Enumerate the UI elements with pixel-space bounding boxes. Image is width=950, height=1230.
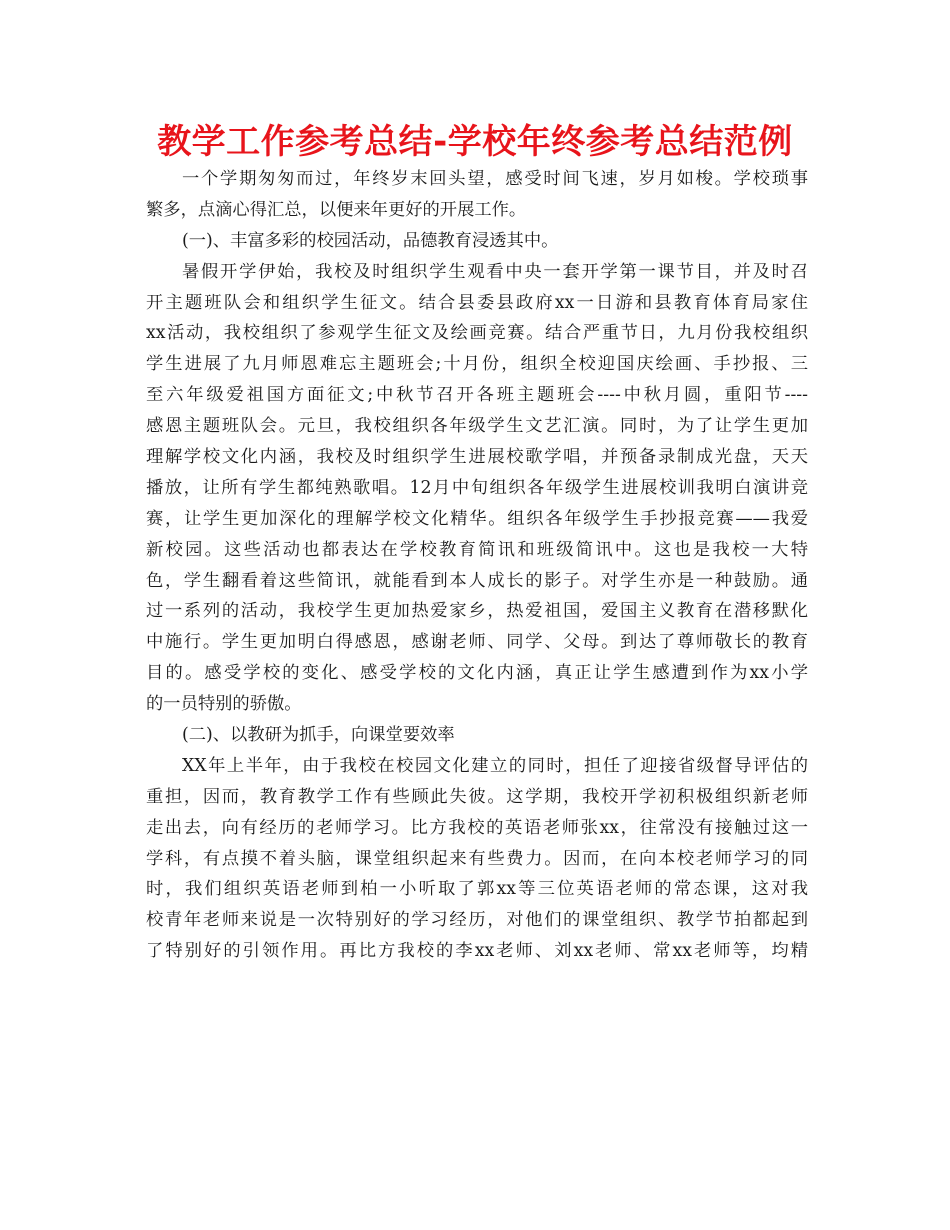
body-text-line: 理解学校文化内涵，我校及时组织学生进展校歌学唱，并预备录制成光盘，天天 [146, 447, 808, 468]
body-text-line: (一)、丰富多彩的校园活动，品德教育浸透其中。 [182, 230, 559, 251]
body-text-line: 的一员特别的骄傲。 [146, 694, 302, 715]
body-text-line: XX年上半年，由于我校在校园文化建立的同时，担任了迎接省级督导评估的 [182, 755, 808, 776]
body-text-line: 播放，让所有学生都纯熟歌唱。12月中旬组织各年级学生进展校训我明白演讲竞 [146, 477, 808, 498]
body-text-line: 繁多，点滴心得汇总，以便来年更好的开展工作。 [146, 199, 527, 220]
body-text-line: 色，学生翻看着这些简讯，就能看到本人成长的影子。对学生亦是一种鼓励。通 [146, 570, 808, 591]
body-text-line: 走出去，向有经历的老师学习。比方我校的英语老师张xx，往常没有接触过这一 [146, 817, 808, 838]
body-text-line: 目的。感受学校的变化、感受学校的文化内涵，真正让学生感遭到作为xx小学 [146, 663, 808, 684]
document-body [146, 164, 808, 967]
body-text-line: 时，我们组织英语老师到柏一小听取了郭xx等三位英语老师的常态课，这对我 [146, 879, 808, 900]
body-text-line: 一个学期匆匆而过，年终岁末回头望，感受时间飞速，岁月如梭。学校琐事 [182, 169, 808, 189]
body-text-line: 感恩主题班队会。元旦，我校组织各年级学生文艺汇演。同时，为了让学生更加 [146, 416, 808, 437]
body-text-line: 至六年级爱祖国方面征文;中秋节召开各班主题班会----中秋月圆，重阳节---- [146, 385, 808, 406]
body-text-line: 了特别好的引领作用。再比方我校的李xx老师、刘xx老师、常xx老师等，均精 [146, 941, 808, 962]
document-title: 教学工作参考总结-学校年终参考总结范例 [157, 122, 793, 162]
body-text-line: 重担，因而，教育教学工作有些顾此失彼。这学期，我校开学初积极组织新老师 [146, 786, 808, 807]
body-text-line: 中施行。学生更加明白得感恩，感谢老师、同学、父母。到达了尊师敬长的教育 [146, 632, 808, 653]
body-text-line: 暑假开学伊始，我校及时组织学生观看中央一套开学第一课节目，并及时召 [182, 261, 808, 282]
body-text-line: (二)、以教研为抓手，向课堂要效率 [182, 725, 455, 746]
body-text-line: 校青年老师来说是一次特别好的学习经历，对他们的课堂组织、教学节拍都起到 [146, 910, 808, 931]
body-text-line: 过一系列的活动，我校学生更加热爱家乡，热爱祖国，爱国主义教育在潜移默化 [146, 601, 808, 622]
body-text-line: 学科，有点摸不着头脑，课堂组织起来有些费力。因而，在向本校老师学习的同 [146, 848, 808, 869]
body-text-line: 赛，让学生更加深化的理解学校文化精华。组织各年级学生手抄报竞赛——我爱 [146, 508, 808, 529]
body-text-line: 开主题班队会和组织学生征文。结合县委县政府xx一日游和县教育体育局家住 [146, 292, 808, 313]
body-text-line: 学生进展了九月师恩难忘主题班会;十月份，组织全校迎国庆绘画、手抄报、三 [146, 354, 808, 375]
body-text-line: xx活动，我校组织了参观学生征文及绘画竞赛。结合严重节日，九月份我校组织 [146, 323, 808, 344]
body-text-line: 新校园。这些活动也都表达在学校教育简讯和班级简讯中。这也是我校一大特 [146, 539, 808, 560]
